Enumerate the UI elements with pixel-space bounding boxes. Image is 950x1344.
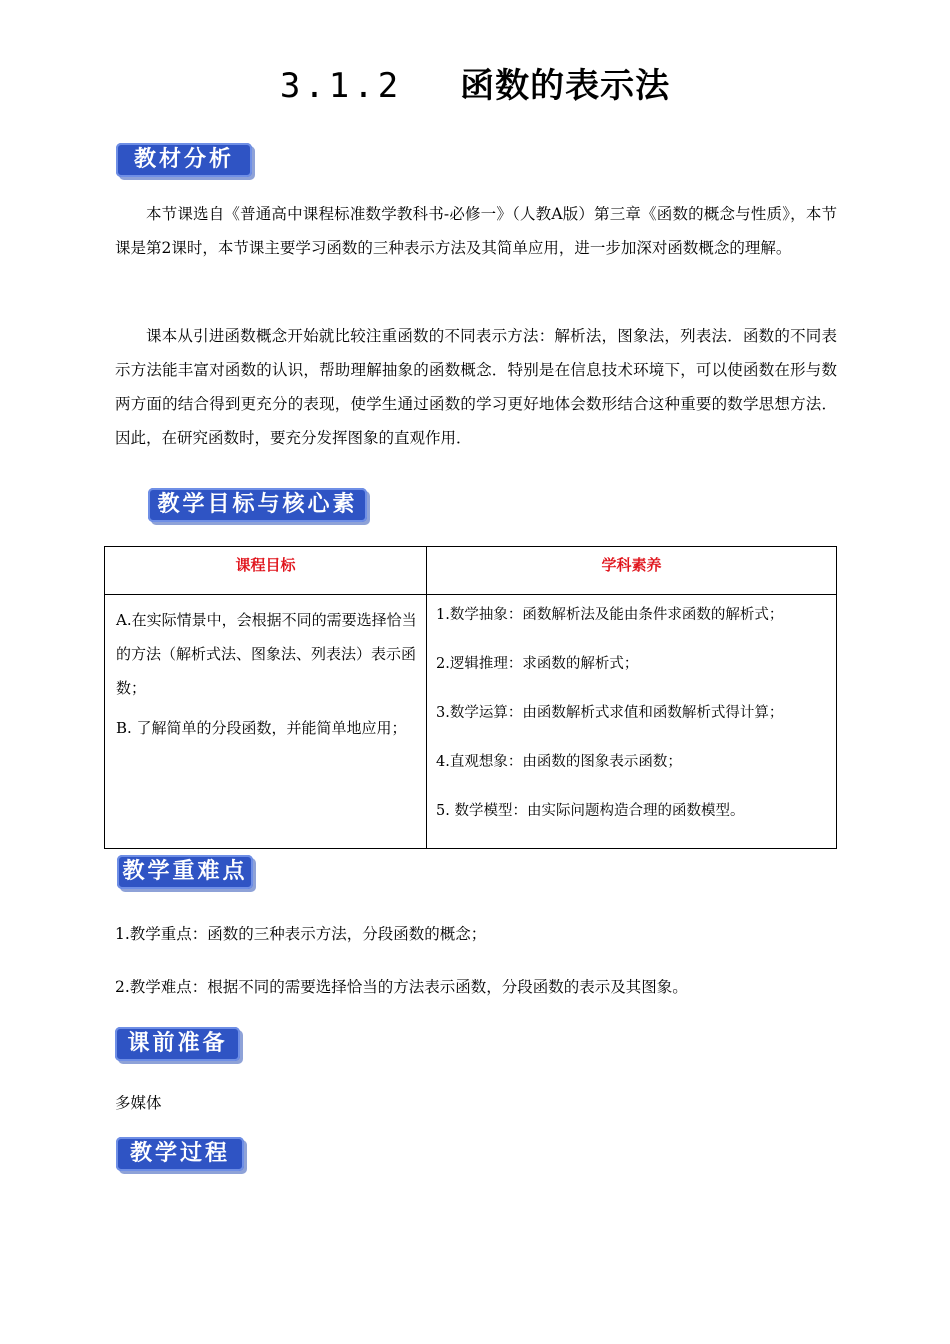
section-badge-keypoints: 教学重难点 xyxy=(117,855,253,889)
analysis-paragraph-2: 课本从引进函数概念开始就比较注重函数的不同表示方法：解析法，图象法，列表法．函数的不同表示方法能丰富对函数的认识，帮助理解抽象的函数概念．特别是在信息技术环境下，可以使函数在形与数两方面的结合得到更充分的表现，使学生通过函数的学习更好地体会数形结合这种重要的数学思想方法．因此，在研究函数时，要充分发挥图象的直观作用． xyxy=(115,327,837,447)
goal-a: A.在实际情景中，会根据不同的需要选择恰当的方法（解析式法、图象法、列表法）表示函数； xyxy=(116,611,417,697)
prep-text: 多媒体 xyxy=(115,1094,162,1112)
section-badge-prep: 课前准备 xyxy=(115,1027,240,1061)
literacy-item-2: 2.逻辑推理：求函数的解析式； xyxy=(436,656,639,672)
literacy-item-5: 5. 数学模型：由实际问题构造合理的函数模型。 xyxy=(436,803,745,819)
table-row xyxy=(105,595,837,849)
course-goals-cell xyxy=(105,595,427,849)
page-title xyxy=(0,58,950,107)
goal-b: B. 了解简单的分段函数，并能简单地应用； xyxy=(116,719,407,737)
header-course-goals: 课程目标 xyxy=(105,547,427,595)
section-badge-analysis: 教材分析 xyxy=(116,143,252,177)
core-literacy-cell xyxy=(427,595,837,849)
literacy-item-1: 1.数学抽象：函数解析法及能由条件求函数的解析式； xyxy=(436,607,784,623)
title-number: 3.1.2 xyxy=(279,66,403,106)
literacy-item-4: 4.直观想象：由函数的图象表示函数； xyxy=(436,754,682,770)
section-badge-goals: 教学目标与核心素养 xyxy=(148,488,367,522)
section-badge-process: 教学过程 xyxy=(116,1137,244,1171)
analysis-paragraph-1: 本节课选自《普通高中课程标准数学教科书-必修一》（人教A版）第三章《函数的概念与性质》，本节课是第2课时，本节课主要学习函数的三种表示方法及其简单应用，进一步加深对函数概念的理解。 xyxy=(115,205,837,257)
key-point: 1.教学重点：函数的三种表示方法，分段函数的概念； xyxy=(115,925,487,943)
title-text: 函数的表示法 xyxy=(460,66,671,106)
header-core-literacy: 学科素养 xyxy=(427,547,837,595)
table-header-row xyxy=(105,547,837,595)
goals-table xyxy=(104,546,837,849)
literacy-item-3: 3.数学运算：由函数解析式求值和函数解析式得计算； xyxy=(436,705,784,721)
difficult-point: 2.教学难点：根据不同的需要选择恰当的方法表示函数，分段函数的表示及其图象。 xyxy=(115,978,688,996)
